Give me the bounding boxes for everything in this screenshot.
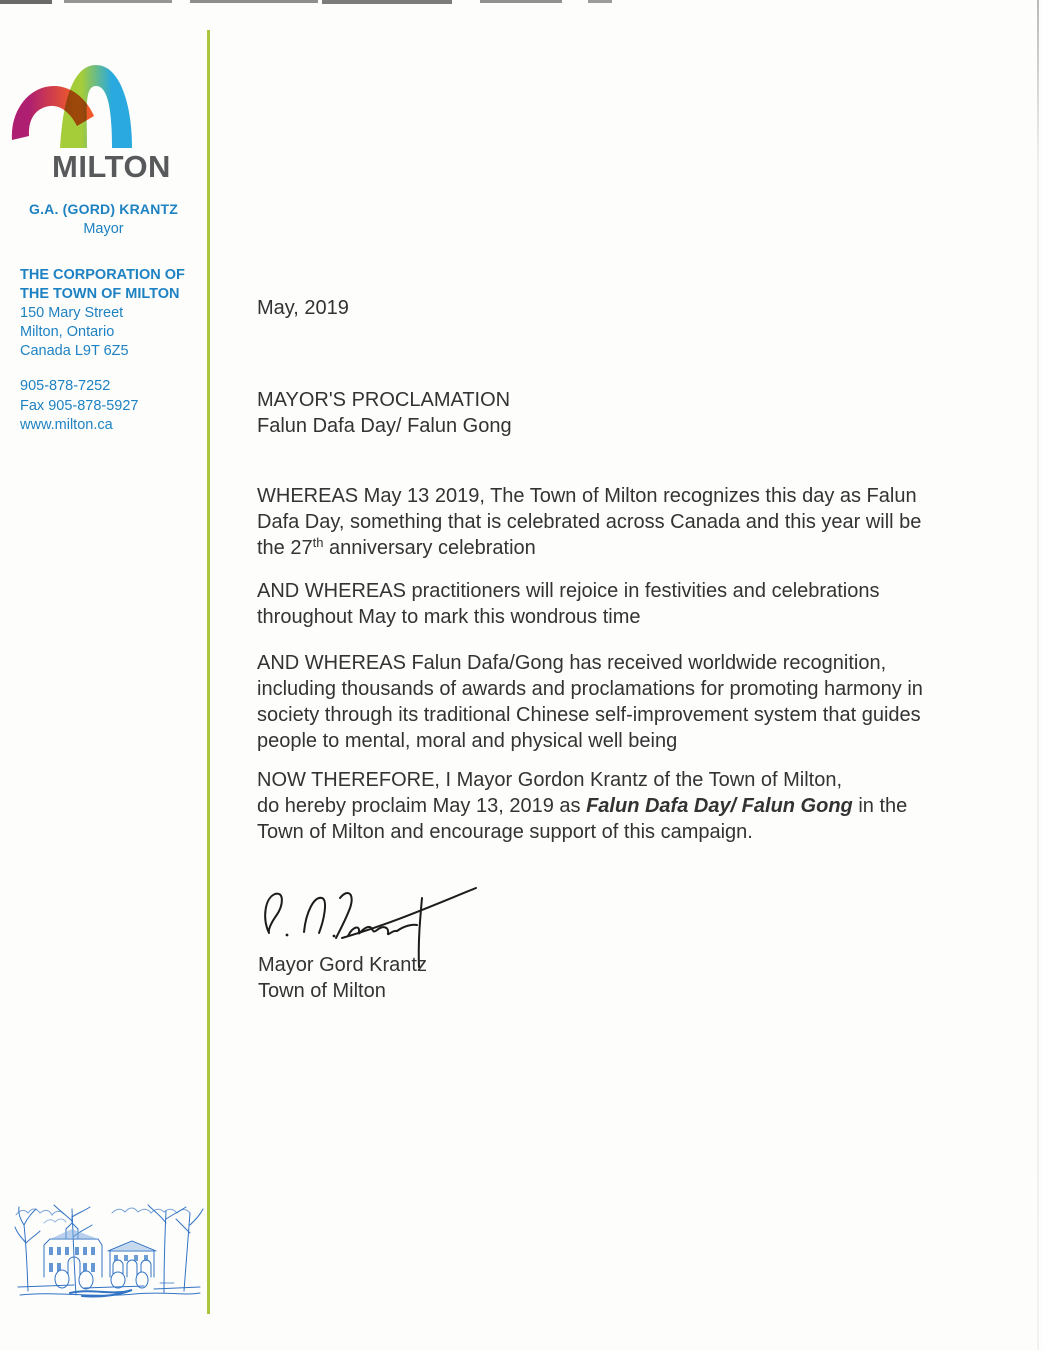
paragraph-line: WHEREAS May 13 2019, The Town of Milton recognizes this day as Falun <box>257 485 917 507</box>
address-line: Canada L9T 6Z5 <box>20 343 129 359</box>
paragraph-line: AND WHEREAS Falun Dafa/Gong has received worldwide recognition, <box>257 652 887 674</box>
address-line: 150 Mary Street <box>20 305 124 321</box>
signer-name: Mayor Gord Krantz <box>258 954 427 976</box>
fax-number: Fax 905-878-5927 <box>20 397 139 414</box>
paragraph-line: Town of Milton and encourage support of this campaign. <box>257 821 753 843</box>
vertical-accent-line <box>207 30 210 1314</box>
whereas-paragraph-1 <box>257 483 921 563</box>
letter-title-block <box>257 387 512 439</box>
paragraph-line: people to mental, moral and physical well being <box>257 730 678 752</box>
paragraph-line: do hereby proclaim May 13, 2019 as Falun Dafa Day/ Falun Gong in the <box>257 795 908 817</box>
official-name: G.A. (GORD) KRANTZ <box>28 201 179 217</box>
proclamation-emphasis: Falun Dafa Day/ Falun Gong <box>586 795 853 817</box>
letter-title: MAYOR'S PROCLAMATION <box>257 389 511 411</box>
whereas-paragraph-2 <box>257 578 879 630</box>
official-title: Mayor <box>83 221 124 237</box>
corporation-address-block <box>20 266 185 361</box>
letter-date: May, 2019 <box>257 297 349 319</box>
signer-organization: Town of Milton <box>258 980 386 1002</box>
paragraph-line: AND WHEREAS practitioners will rejoice in festivities and celebrations <box>257 580 880 602</box>
milton-wordmark: MILTON <box>52 149 171 184</box>
ordinal-superscript: th <box>312 535 324 550</box>
org-line: THE TOWN OF MILTON <box>20 286 180 302</box>
town-hall-sketch <box>14 1203 206 1302</box>
letter-subtitle: Falun Dafa Day/ Falun Gong <box>257 415 512 437</box>
phone-number: 905-878-7252 <box>20 378 111 394</box>
whereas-paragraph-3 <box>257 650 923 754</box>
paragraph-line: the 27th anniversary celebration <box>257 535 536 559</box>
scan-right-edge <box>1037 0 1039 1350</box>
org-line: THE CORPORATION OF <box>20 267 185 283</box>
address-line: Milton, Ontario <box>20 324 115 340</box>
paragraph-line: NOW THEREFORE, I Mayor Gordon Krantz of the Town of Milton, <box>257 769 843 791</box>
signature-block <box>258 952 427 1004</box>
website-url: www.milton.ca <box>20 417 113 433</box>
milton-logo-icon <box>8 60 135 152</box>
paragraph-line: throughout May to mark this wondrous time <box>257 606 641 628</box>
contact-block <box>20 377 139 436</box>
proclamation-paragraph <box>257 767 907 845</box>
paragraph-line: society through its traditional Chinese self-improvement system that guides <box>257 704 921 726</box>
paragraph-line: Dafa Day, something that is celebrated across Canada and this year will be <box>257 511 922 533</box>
mayor-name-block <box>0 201 207 237</box>
paragraph-line: including thousands of awards and proclamations for promoting harmony in <box>257 678 923 700</box>
